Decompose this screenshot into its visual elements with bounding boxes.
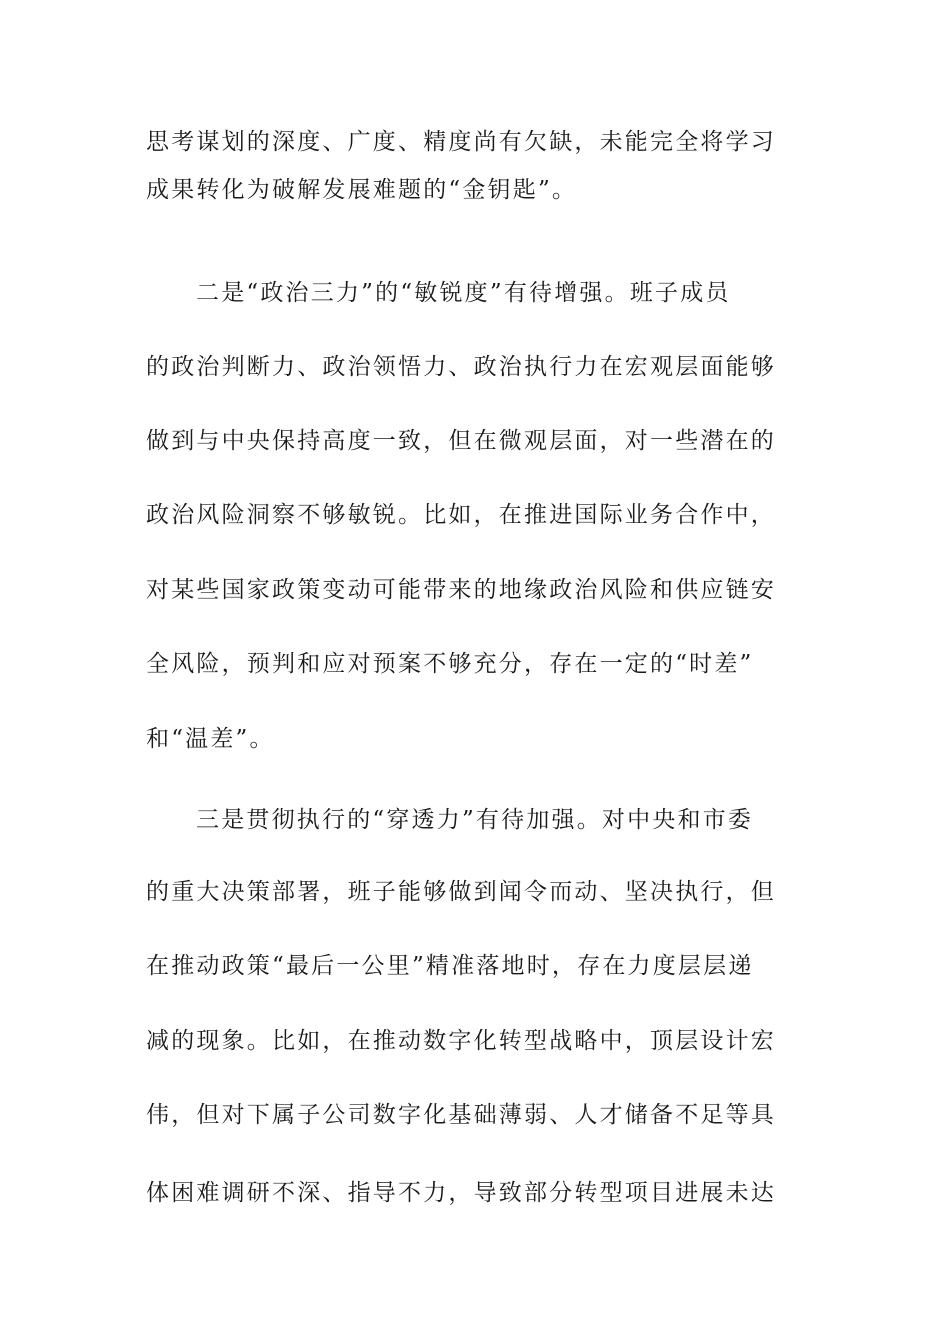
paragraph-line: 成果转化为破解发展难题的“金钥匙”。 — [146, 177, 578, 203]
paragraph-line: 在推动政策“最后一公里”精准落地时，存在力度层层递 — [146, 953, 754, 979]
paragraph-line: 思考谋划的深度、广度、精度尚有欠缺，未能完全将学习 — [146, 129, 776, 155]
paragraph-line: 的重大决策部署，班子能够做到闻令而动、坚决执行，但 — [146, 879, 776, 905]
paragraph-line: 政治风险洞察不够敏锐。比如，在推进国际业务合作中， — [146, 502, 776, 528]
paragraph-line: 体困难调研不深、指导不力，导致部分转型项目进展未达 — [146, 1180, 776, 1206]
paragraph-line: 减的现象。比如，在推动数字化转型战略中，顶层设计宏 — [146, 1028, 776, 1054]
paragraph-line: 二是“政治三力”的“敏锐度”有待增强。班子成员 — [196, 280, 731, 306]
paragraph-line: 三是贯彻执行的“穿透力”有待加强。对中央和市委 — [196, 807, 754, 833]
paragraph-line: 和“温差”。 — [146, 726, 275, 752]
paragraph-line: 做到与中央保持高度一致，但在微观层面，对一些潜在的 — [146, 428, 776, 454]
paragraph-line: 全风险，预判和应对预案不够充分，存在一定的“时差” — [146, 651, 754, 677]
paragraph-line: 的政治判断力、政治领悟力、政治执行力在宏观层面能够 — [146, 354, 776, 380]
paragraph-line: 伟，但对下属子公司数字化基础薄弱、人才储备不足等具 — [146, 1102, 776, 1128]
paragraph-line: 对某些国家政策变动可能带来的地缘政治风险和供应链安 — [146, 577, 776, 603]
